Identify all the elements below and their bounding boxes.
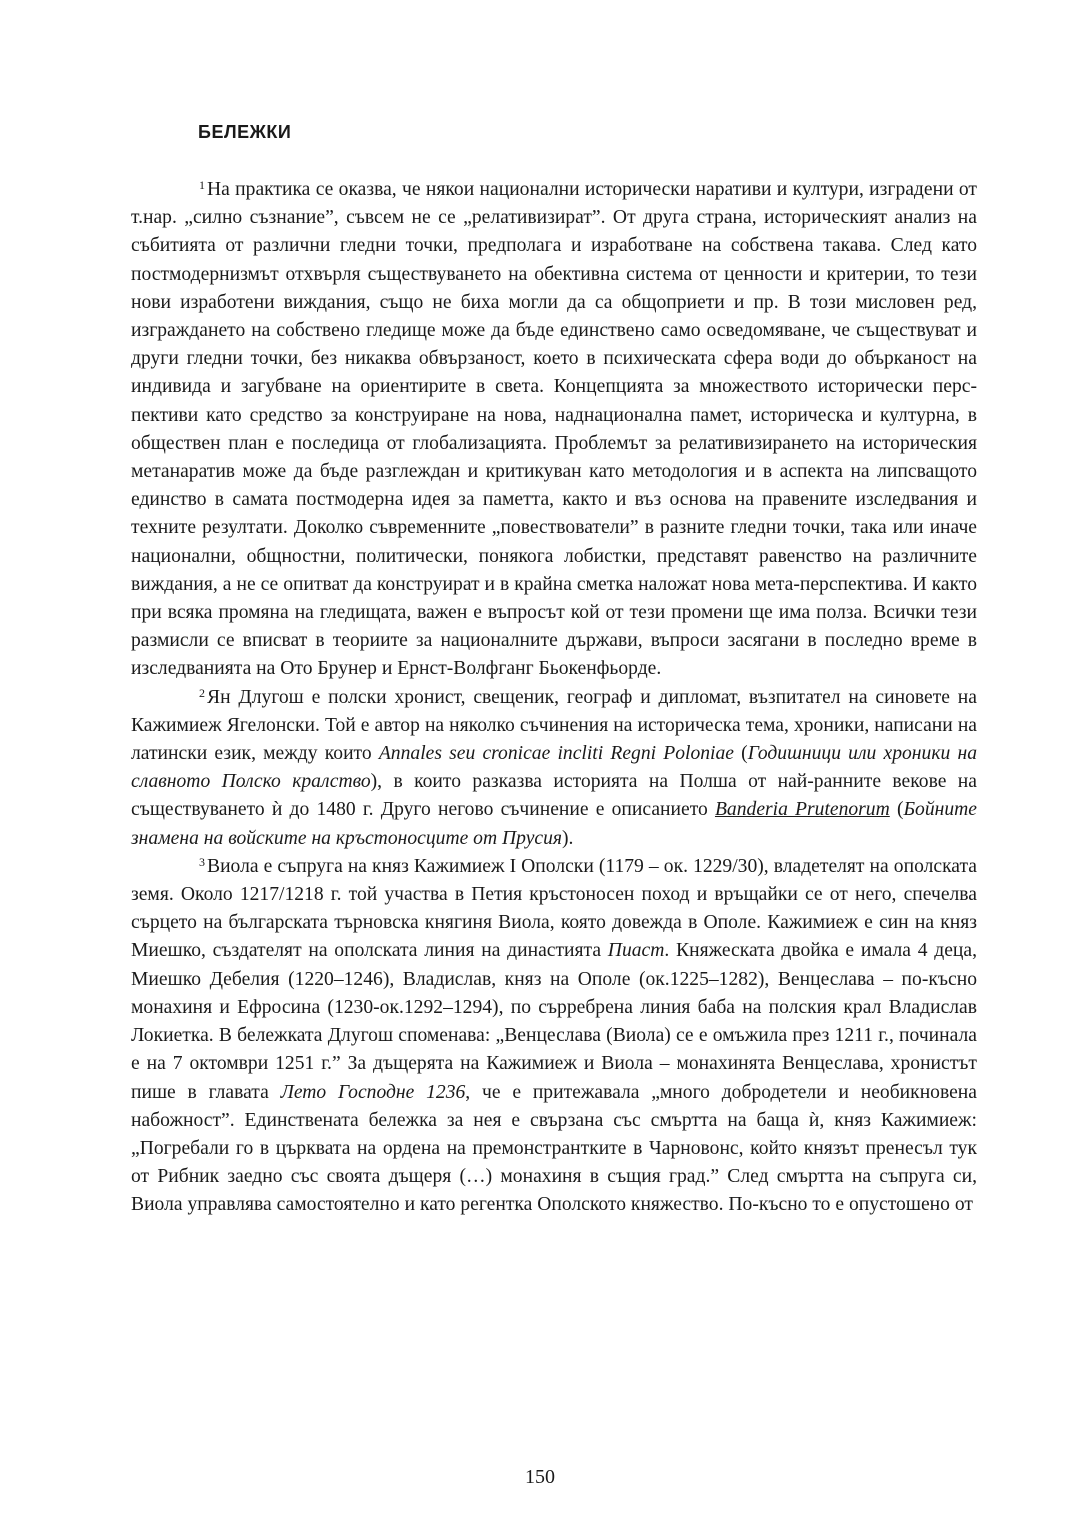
footnote-italic-text: Годишници или хроники на славното Полско кралство — [131, 743, 977, 793]
footnote-italic-text: Пиаст — [607, 940, 665, 962]
footnote-number: 3 — [199, 854, 205, 869]
footnote-number: 2 — [199, 685, 205, 700]
footnote-text: ( — [889, 799, 904, 821]
footnote-italic-text: Бойните знамена на войските на кръстоносците от Прусия — [131, 799, 977, 849]
footnote-3 — [131, 853, 977, 1220]
footnote-italic-text: Banderia Prutenorum — [714, 799, 890, 821]
footnotes — [131, 176, 977, 1220]
footnote-1 — [131, 176, 977, 684]
footnote-2 — [131, 684, 977, 853]
footnote-italic-text: Annales seu cronicae incliti Regni Poloniae — [378, 743, 734, 765]
footnote-text: ), в които разказва историята на Полша от най-ранните векове на съществуването ѝ до 1480 г. Друго негово съчинение е описанието — [131, 771, 977, 821]
footnote-text: На практика се оказва, че някои национални исторически наративи и култури, изградени от т.нар. „силно съзнание”, съвсем не се „релативизират”. От друга страна, историческият анализ на събитията от различни гледни точки, предполага и изработване на собствена такава. След като постмодернизмът отхвърля съществуването на обективна система от ценности и критерии, то тези нови изработени виждания, също не биха могли да са общоприети и пр. В този мисловен ред, изграждането на собствено гледище може да бъде единствено само осведомяване, че съществуват и други гледни точки, без никаква обвързаност, което в психическата сфера води до объркaност на индивида и загубване на ориентирите в света. Концепцията за множеството исторически перспективи като средство за конструиране на нова, наднационална памет, историческа и културна, в обществен план е последица от глобализацията. Проблемът за релативизирането на историческия метанаратив може да бъде разглеждан и критикуван като методология и в аспекта на липсващото единство в самата постмодерна идея за паметта, както и въз основа на правените изследвания и техните резултати. Доколко съвременните „повествователи” в разните гледни точки, така или иначе национални, общностни, политически, понякога лобистки, представят равенство на различните виждания, а не се опитват да конструират и в крайна сметка наложат нова мета-перспектива. И както при всяка промяна на гледищата, важен е въпросът кой от тези промени ще има полза. Всички тези размисли се вписват в теориите за националните държави, въпроси засягани в последно време в изследванията на Ото Брунер и Ернст-Волфганг Бьокенфьорде. — [131, 179, 977, 680]
footnote-text: , че е притежавала „много добродетели и необикновена набожност”. Единствената бележка за нея е свързана със смъртта на баща ѝ, княз Кажимиеж: „Погребали го в църквата на ордена на премонстрантките в Чарновонс, който князът пренесъл тук от Рибник заедно със своята дъщеря (…) монахиня в същия град.” След смъртта на съпруга си, Виола управлява самостоятелно и като регентка Ополското княжество. По-късно то е опустошено от — [131, 1081, 977, 1216]
footnote-text: Ян Длугош е полски хронист, свещеник, географ и дипломат, възпитател на синовете на Кажимиеж Ягелонски. Той е автор на няколко съчинения на историческа тема, хроники, написани на латински език, между които — [131, 686, 977, 765]
footnote-text: . Княжеската двойка е имала 4 деца, Миешко Дебелия (1220–1246), Владислав, княз на Ополе (ок.1225–1282), Венцеслава – по-късно монахиня и Ефросина (1230-ок.1292–1294), по сърребрена линия баба на полския крал Владислав Локиетка. В бележката Длугош споменава: „Венцеслава (Виола) се е омъжила през 1211 г., починала е на 7 октомври 1251 г.” За дъщерята на Кажимиеж и Виола – монахинята Венцеслава, хронистът пише в главата — [131, 940, 977, 1103]
section-heading: БЕЛЕЖКИ — [198, 122, 292, 142]
footnote-text: Виола е съпруга на княз Кажимиеж I Ополски (1179 – ок. 1229/30), владетелят на ополската земя. Около 1217/1218 г. той участва в Петия кръстоносен поход и връщайки се от него, спечелва сърцето на българската търновска княгиня Виола, която довежда в Ополе. Кажимиеж е син на княз Миешко, създателят на ополската линия на династията — [131, 855, 977, 962]
footnote-italic-text: Лето Господне 1236 — [280, 1081, 466, 1103]
footnote-text: ). — [562, 827, 574, 849]
footnote-number: 1 — [199, 178, 205, 192]
footnote-text: ( — [734, 743, 748, 765]
page-number: 150 — [525, 1466, 555, 1488]
